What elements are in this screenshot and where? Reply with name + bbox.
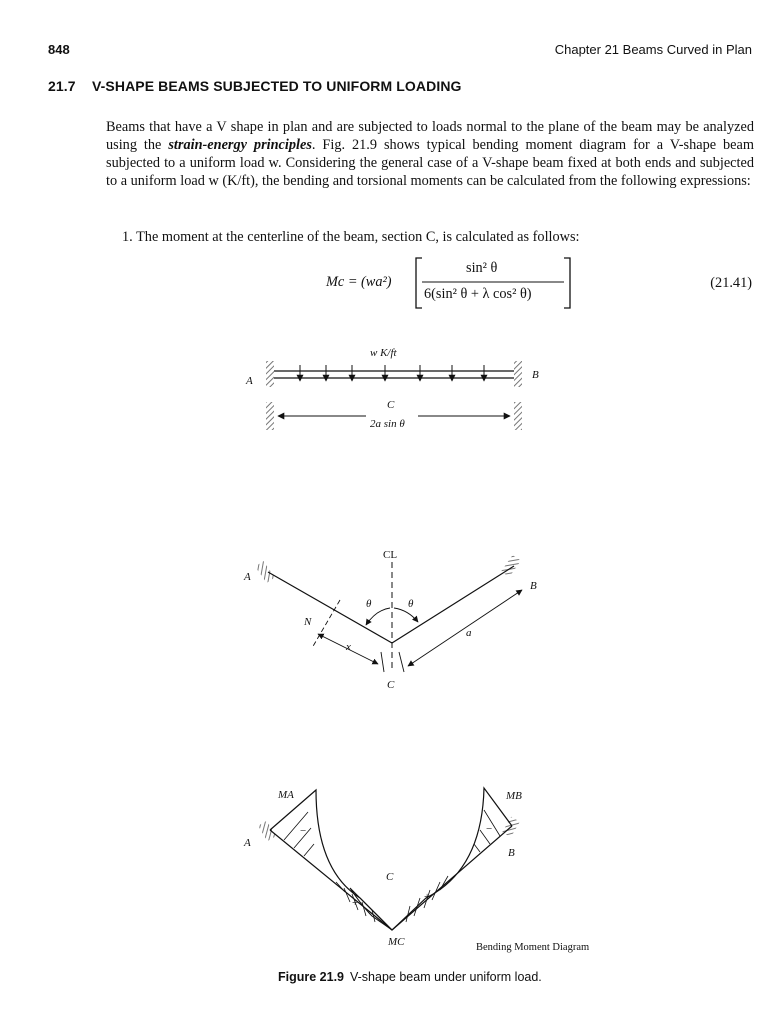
minus-left: − bbox=[300, 825, 307, 837]
minus-right: − bbox=[486, 823, 493, 835]
angle-right: θ bbox=[408, 598, 414, 610]
running-head: Chapter 21 Beams Curved in Plan bbox=[554, 42, 752, 57]
load-label: w K/ft bbox=[370, 347, 397, 359]
label-c-top: C bbox=[387, 399, 395, 411]
bending-moment-diagram bbox=[243, 788, 522, 948]
para-text-2: . Fig. 21.9 shows typical bending moment diagram for a V-shape beam subjected to a uniform load w. Considering the general case of a V-shape beam fixed at both ends and subjected to a uniform load w (K/ft), the bending and torsional moments can be calculated from the following expressions: bbox=[106, 137, 754, 189]
page-number: 848 bbox=[48, 42, 70, 57]
figure-caption-text: V-shape beam under uniform load. bbox=[350, 970, 542, 984]
dim-a: a bbox=[466, 627, 472, 639]
dim-x: x bbox=[346, 641, 351, 653]
para-emphasis: strain-energy principles bbox=[168, 137, 312, 153]
label-mc: MC bbox=[388, 936, 405, 948]
equation-number: (21.41) bbox=[710, 275, 752, 291]
label-b-bmd: B bbox=[508, 847, 515, 859]
support-a-hatch bbox=[266, 361, 274, 387]
para-text-1: Beams that have a V shape in plan and are subjected to loads normal to the plane of the beam may be analyzed using the bbox=[106, 119, 754, 153]
label-b-plan: B bbox=[530, 580, 537, 592]
label-a-top: A bbox=[246, 375, 253, 387]
label-ma: MA bbox=[278, 789, 294, 801]
label-a-plan: A bbox=[244, 571, 251, 583]
label-c-plan: C bbox=[387, 679, 395, 691]
angle-left: θ bbox=[366, 598, 372, 610]
beam-elevation bbox=[245, 347, 539, 430]
equation-numerator: sin² θ bbox=[466, 260, 498, 276]
label-mb: MB bbox=[506, 790, 522, 802]
section-number: 21.7 bbox=[48, 78, 76, 94]
plus-right: + bbox=[424, 891, 431, 903]
label-b-top: B bbox=[532, 369, 539, 381]
support-b-hatch bbox=[514, 361, 522, 387]
figure-caption bbox=[278, 970, 542, 984]
point-n: N bbox=[304, 616, 312, 628]
plus-left: + bbox=[352, 897, 359, 909]
equation-denominator: 6(sin² θ + λ cos² θ) bbox=[424, 286, 532, 302]
label-a-bmd: A bbox=[244, 837, 251, 849]
span-label: 2a sin θ bbox=[370, 418, 405, 430]
section-heading: V-SHAPE BEAMS SUBJECTED TO UNIFORM LOADING bbox=[92, 78, 462, 94]
label-c-bmd: C bbox=[386, 871, 394, 883]
figure-caption-label: Figure 21.9 bbox=[278, 970, 344, 984]
list-text: The moment at the centerline of the beam, section C, is calculated as follows: bbox=[136, 229, 580, 245]
bending-moment-diagram-title: Bending Moment Diagram bbox=[476, 942, 590, 953]
beam-plan-view bbox=[243, 549, 537, 691]
list-marker: 1. bbox=[122, 229, 133, 245]
centerline-label: CL bbox=[383, 549, 398, 561]
equation-lhs: Mc = (wa²) bbox=[326, 274, 392, 290]
